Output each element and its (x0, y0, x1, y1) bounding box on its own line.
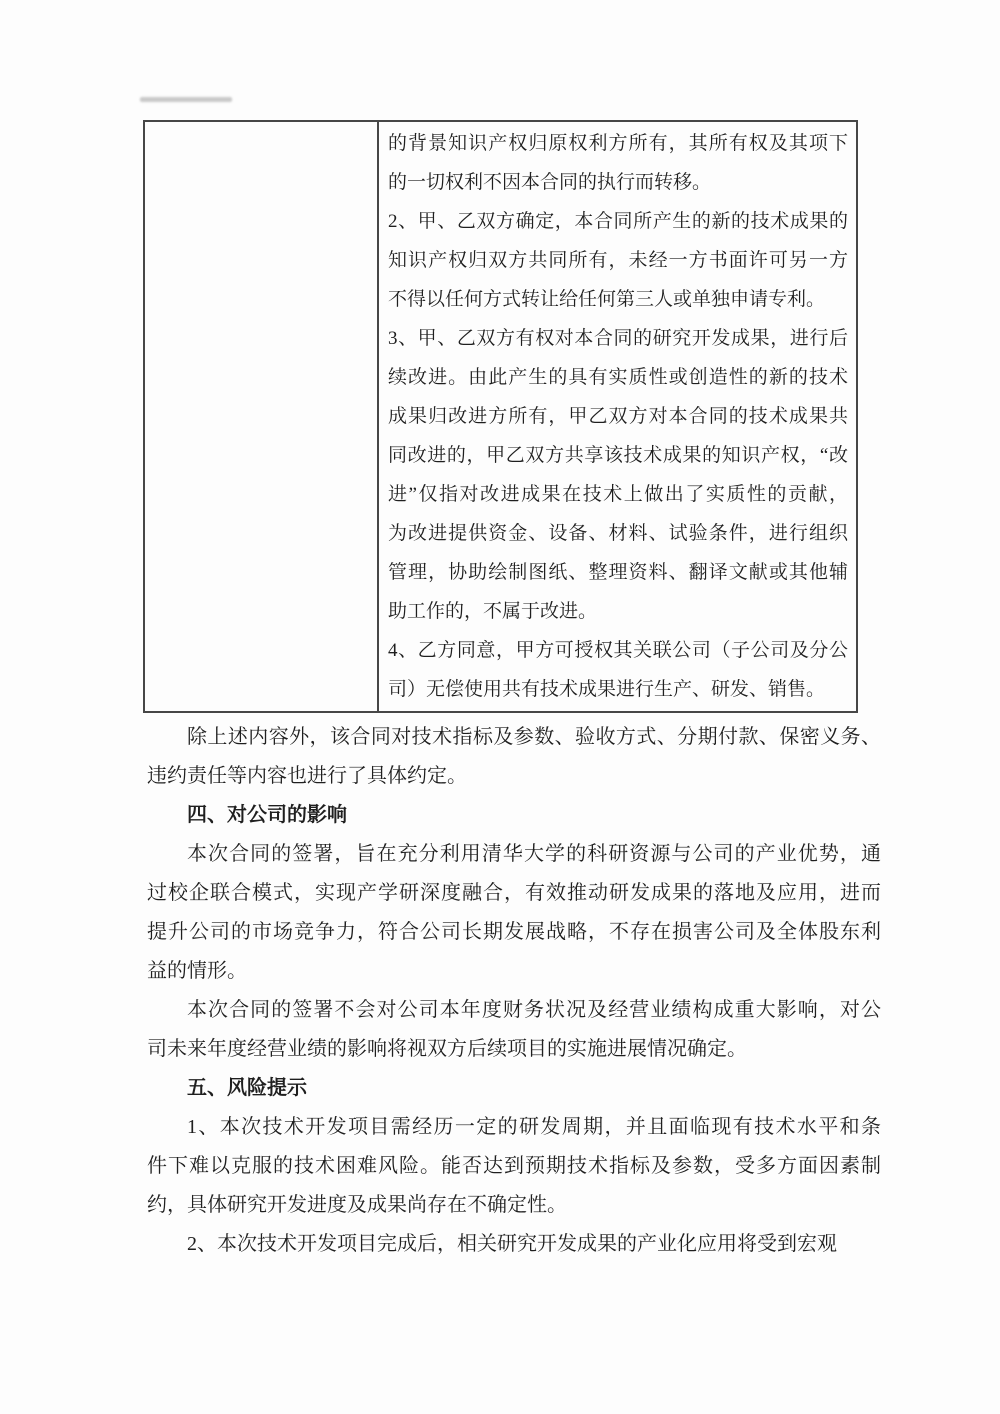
text-line: 违约责任等内容也进行了具体约定。 (147, 765, 467, 787)
paragraph (147, 1108, 881, 1225)
table-clause (388, 124, 848, 202)
table-clause (388, 319, 848, 631)
contract-terms-table (143, 120, 858, 713)
section-heading (147, 1069, 881, 1108)
text-line: 续改进。由此产生的具有实质性或创造性的新的技术 (388, 367, 848, 388)
text-line: 1、本次技术开发项目需经历一定的研发周期，并且面临现有技术水平和条 (187, 1116, 881, 1138)
table-cell-label (144, 121, 378, 712)
table-cell-content (378, 121, 857, 712)
paragraph (147, 718, 881, 796)
text-line: 的一切权利不因本合同的执行而转移。 (388, 172, 712, 193)
scan-artifact (140, 97, 232, 102)
text-line: 件下难以克服的技术困难风险。能否达到预期技术指标及参数，受多方面因素制 (147, 1155, 881, 1177)
text-line: 司未来年度经营业绩的影响将视双方后续项目的实施进展情况确定。 (147, 1038, 747, 1060)
text-line: 同改进的，甲乙双方共享该技术成果的知识产权，“改 (388, 445, 848, 466)
text-line: 为改进提供资金、设备、材料、试验条件，进行组织 (388, 523, 848, 544)
document-body (147, 710, 881, 1264)
text-line: 益的情形。 (147, 960, 247, 982)
text-line: 不得以任何方式转让给任何第三人或单独申请专利。 (388, 289, 826, 310)
text-line: 2、本次技术开发项目完成后，相关研究开发成果的产业化应用将受到宏观 (187, 1233, 837, 1255)
table-clause (388, 631, 848, 709)
text-line: 管理，协助绘制图纸、整理资料、翻译文献或其他辅 (388, 562, 848, 583)
text-line: 约，具体研究开发进度及成果尚存在不确定性。 (147, 1194, 567, 1216)
text-line: 五、风险提示 (187, 1077, 307, 1099)
text-line: 成果归改进方所有，甲乙双方对本合同的技术成果共 (388, 406, 848, 427)
text-line: 4、乙方同意，甲方可授权其关联公司（子公司及分公 (388, 640, 848, 661)
text-line: 提升公司的市场竞争力，符合公司长期发展战略，不存在损害公司及全体股东利 (147, 921, 881, 943)
text-line: 2、甲、乙双方确定，本合同所产生的新的技术成果的 (388, 211, 848, 232)
text-line: 四、对公司的影响 (187, 804, 347, 826)
text-line: 除上述内容外，该合同对技术指标及参数、验收方式、分期付款、保密义务、 (187, 726, 881, 748)
text-line: 过校企联合模式，实现产学研深度融合，有效推动研发成果的落地及应用，进而 (147, 882, 881, 904)
paragraph (147, 835, 881, 991)
section-heading (147, 796, 881, 835)
paragraph (147, 991, 881, 1069)
paragraph (147, 1225, 881, 1264)
text-line: 司）无偿使用共有技术成果进行生产、研发、销售。 (388, 679, 826, 700)
text-line: 3、甲、乙双方有权对本合同的研究开发成果，进行后 (388, 328, 848, 349)
text-line: 本次合同的签署，旨在充分利用清华大学的科研资源与公司的产业优势，通 (187, 843, 881, 865)
text-line: 知识产权归双方共同所有，未经一方书面许可另一方 (388, 250, 848, 271)
table-clause (388, 202, 848, 319)
text-line: 进”仅指对改进成果在技术上做出了实质性的贡献， (388, 484, 848, 505)
text-line: 本次合同的签署不会对公司本年度财务状况及经营业绩构成重大影响，对公 (187, 999, 881, 1021)
text-line: 助工作的，不属于改进。 (388, 601, 598, 622)
text-line: 的背景知识产权归原权利方所有，其所有权及其项下 (388, 133, 848, 154)
table-row (144, 121, 857, 712)
